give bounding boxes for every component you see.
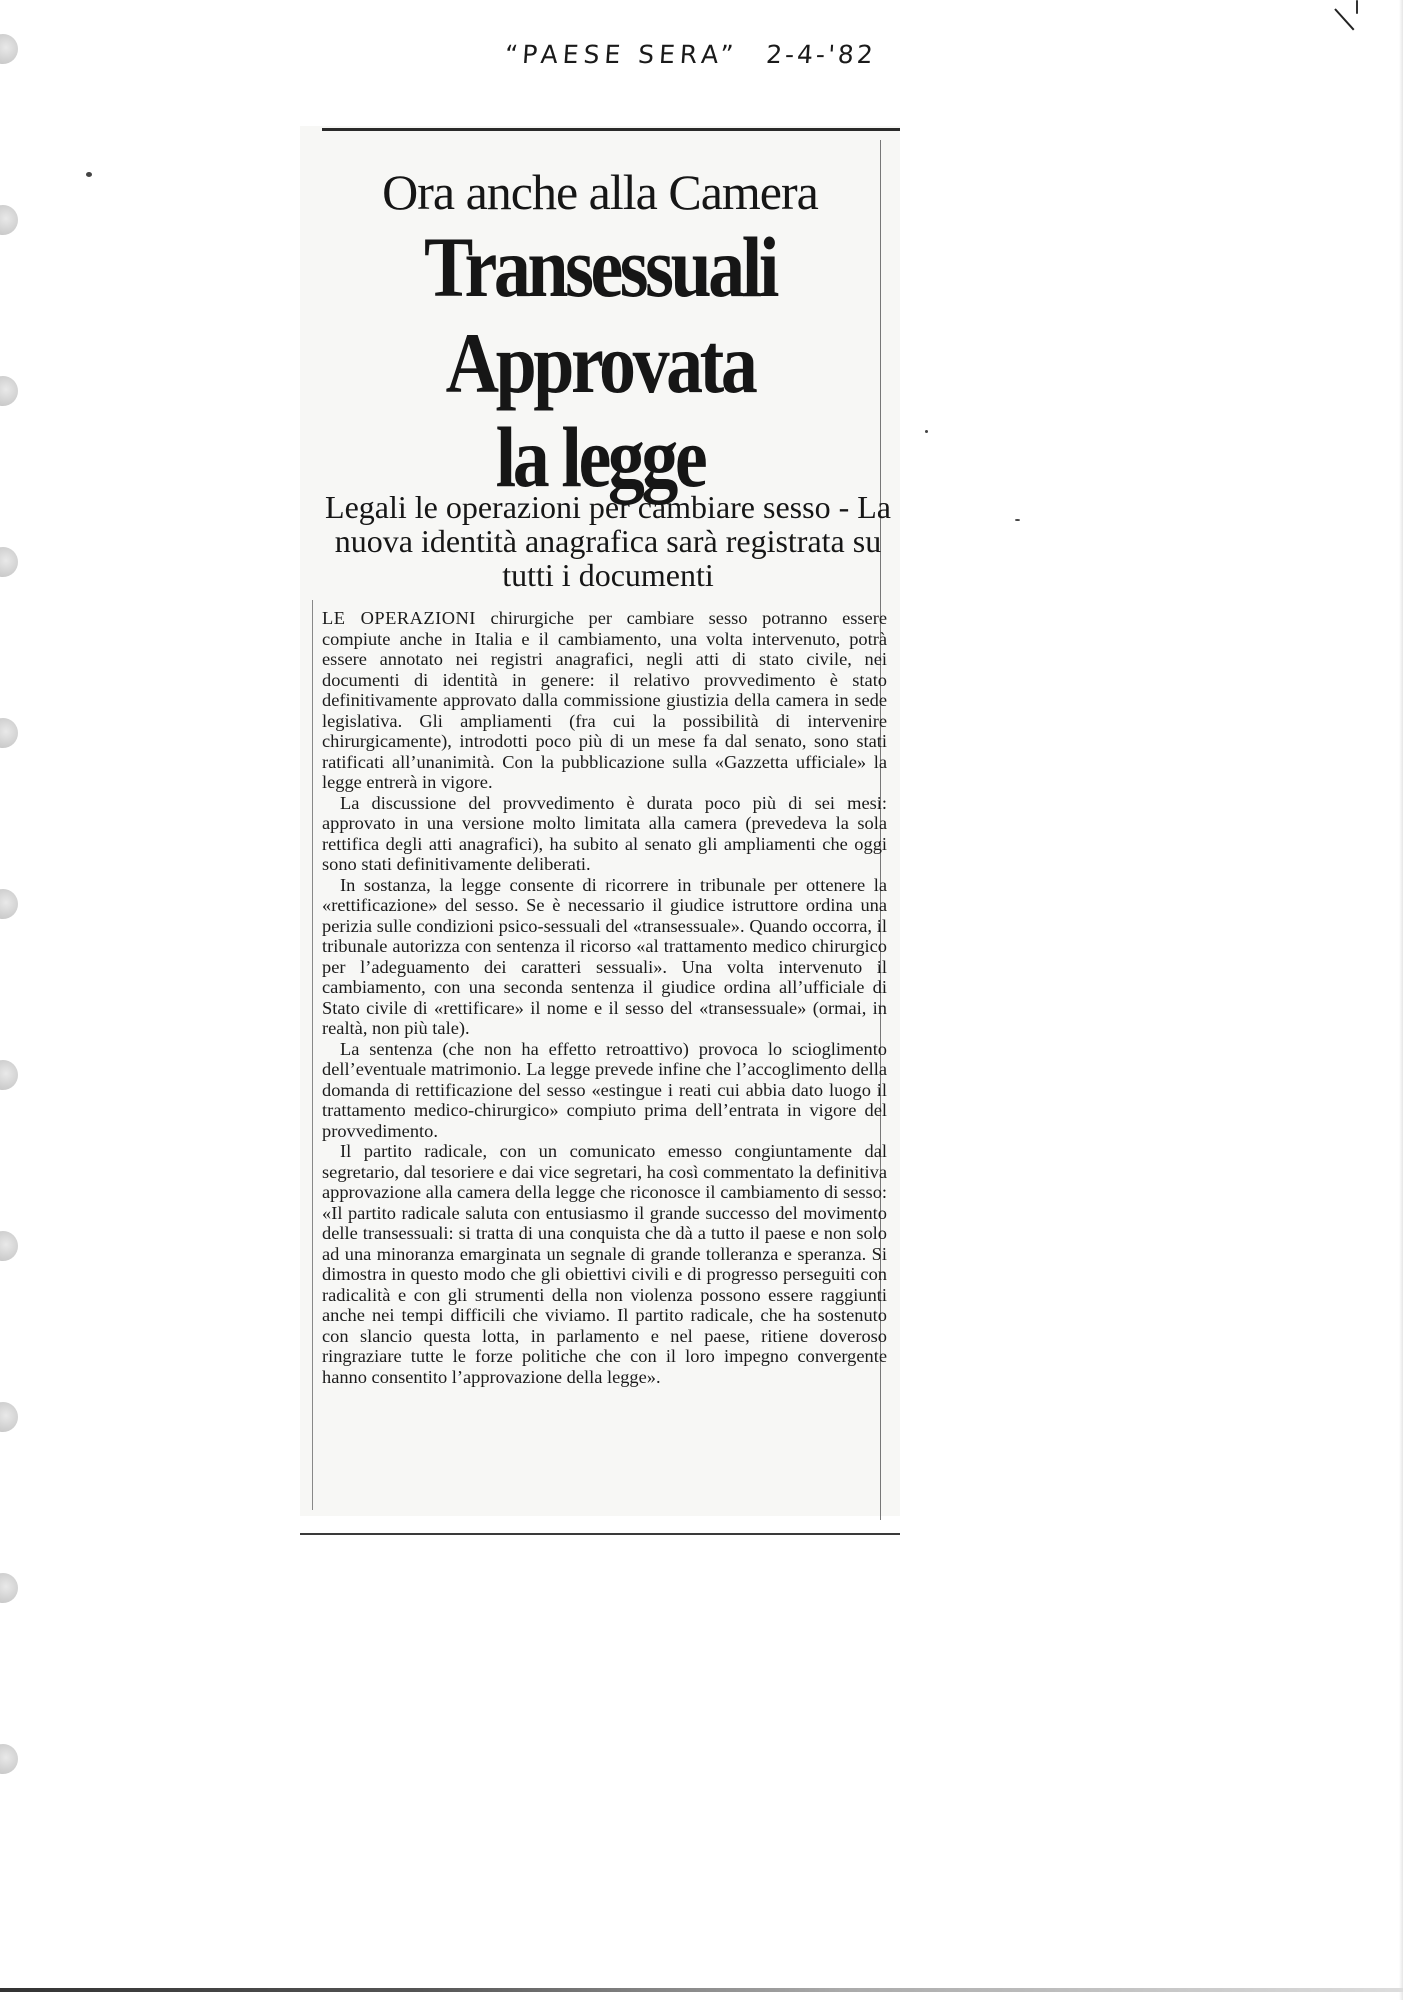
article-paragraph: Il partito radicale, con un comunicato emesso congiuntamente dal segretario, dal tesoriere e dai vice segretari, ha così commentato la definitiva approvazione alla camera della legge che riconosce il cambiamento di sesso: «Il partito radicale saluta con entusiasmo il grande successo del movimento delle transessuali: si tratta di una conquista che dà a tutto il paese e non solo ad una minoranza emarginata un segnale di grande tolleranza e speranza. Si dimostra in questo modo che gli obiettivi civili e di progresso perseguiti con radicalità e con gli strumenti della non violenza possono essere raggiunti anche nei tempi difficili che viviamo. Il partito radicale, che ha sostenuto con slancio questa lotta, in parlamento e nel paese, ritiene doveroso ringraziare tutte le forze politiche che con il loro impegno convergente hanno consentito l’approvazione della legge». [322,1141,887,1387]
page-edge-shadow [1399,0,1403,2000]
scan-speck [86,172,92,177]
article-subheadline: Legali le operazioni per cambiare sesso - La nuova identità anagrafica sarà registrata su tutti i documenti [325,489,891,593]
handwritten-source: “PAESE SERA” [503,40,740,69]
punch-hole [0,205,18,235]
article-paragraph: La discussione del provvedimento è durata poco più di sei mesi: approvato in una versione molto limitata alla camera (prevedeva la sola rettifica degli atti anagrafici), ha subito al senato gli ampliamenti che oggi sono stati definitivamente deliberati. [322,792,887,874]
article-paragraph: La sentenza (che non ha effetto retroattivo) provoca lo scioglimento dell’eventuale matrimonio. La legge prevede infine che l’accoglimento della domanda di rettificazione del sesso «estingue i reati cui abbia dato luogo il trattamento medico-chirurgico» compiuto prima dell’entrata in vigore del provvedimento. [322,1038,887,1141]
punch-hole [0,889,18,919]
punch-hole [0,1402,18,1432]
page-bottom-edge [0,1988,1403,1992]
punch-hole [0,1231,18,1261]
punch-hole [0,1573,18,1603]
article-paragraph [322,608,887,793]
article-body [322,608,887,1387]
pen-mark [1334,8,1354,30]
headline-line-2: Approvata [445,315,755,411]
punch-hole [0,1744,18,1774]
handwritten-date: 2-4-'82 [765,40,877,69]
scan-speck [925,430,928,433]
punch-hole [0,34,18,64]
punch-hole [0,1060,18,1090]
punch-hole [0,547,18,577]
lead-caps: LE OPERAZIONI [322,608,476,628]
article-kicker: Ora anche alla Camera [382,164,818,220]
pen-mark [1356,0,1358,14]
punch-hole [0,376,18,406]
article-paragraph: In sostanza, la legge consente di ricorrere in tribunale per ottenere la «rettificazione» del sesso. Se è necessario il giudice istruttore ordina una perizia sulle condizioni psico-sessuali del «transessuale». Quando occorra, il tribunale autorizza con sentenza il ricorso «al trattamento medico chirurgico per l’adeguamento dei caratteri sessuali». Una volta intervenuto il cambiamento, con una seconda sentenza il giudice ordina all’ufficiale di Stato civile di «rettificare» il nome e il sesso del «transessuale» (ormai, in realtà, non più tale). [322,874,887,1038]
punch-hole [0,718,18,748]
headline-line-1: Transessuali [424,219,776,315]
clipping-bottom-rule [300,1533,900,1535]
headline-line-3: la legge [495,409,705,505]
clipping-left-rule [312,600,313,1510]
handwritten-source-note [504,40,877,69]
paragraph-text: chirurgiche per cambiare sesso potranno essere compiute anche in Italia e il cambiamento, una volta intervenuto, potrà essere annotato nei registri anagrafici, negli atti di stato civile, nei documenti di identità in genere: il relativo provvedimento è stato definitivamente approvato dalla commissione giustizia della camera in sede legislativa. Gli ampliamenti (fra cui la possibilità di intervenire chirurgicamente), introdotti poco più di un mese fa dal senato, sono stati ratificati all’unanimità. Con la pubblicazione sulla «Gazzetta ufficiale» la legge entrerà in vigore. [322,608,887,792]
clipping-top-rule [322,128,900,131]
scan-speck [1015,519,1020,521]
